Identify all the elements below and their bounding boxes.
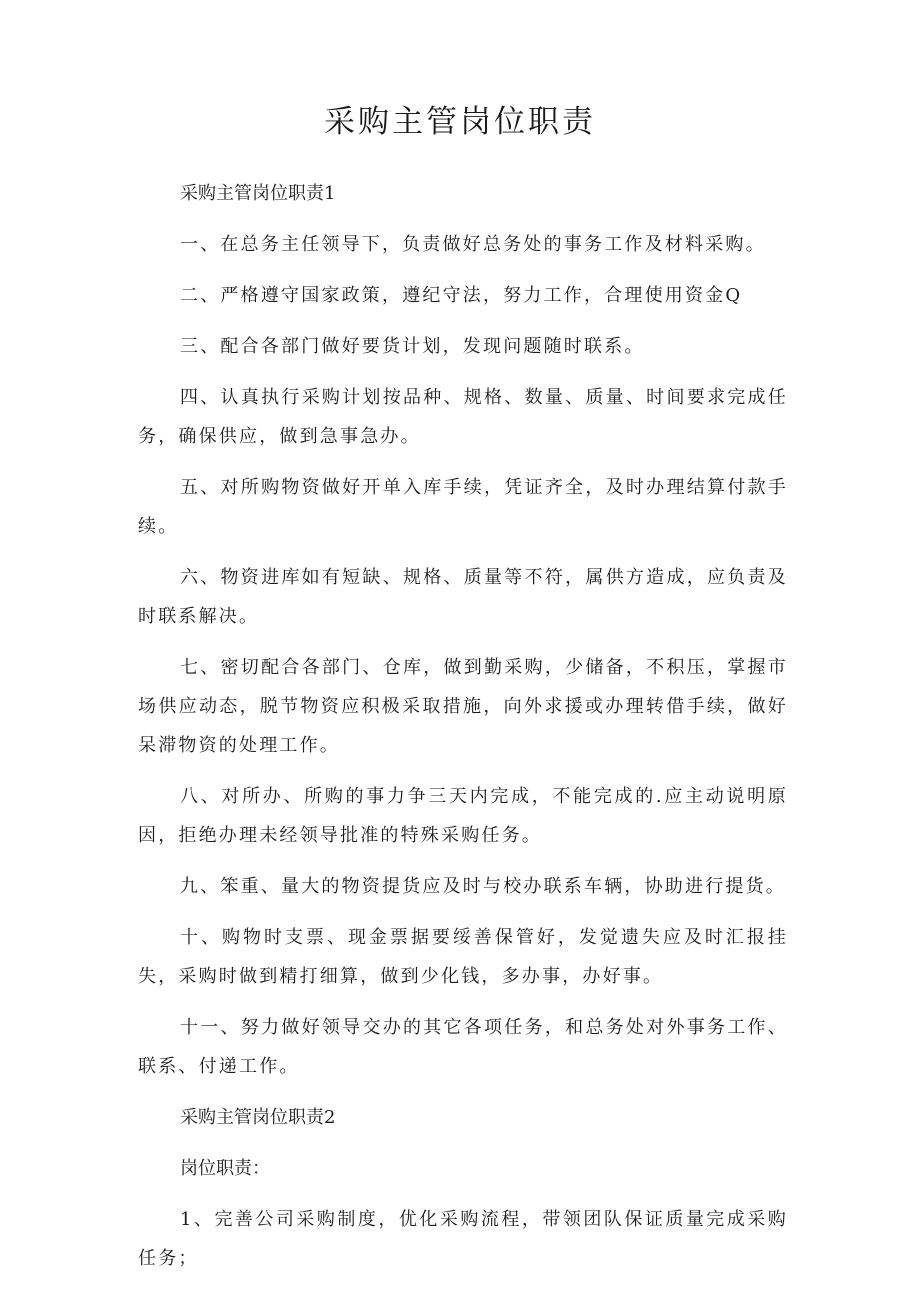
duty-item-2: 二、严格遵守国家政策，遵纪守法，努力工作，合理使用资金Q bbox=[180, 285, 743, 306]
duty-item-6: 六、物资进库如有短缺、规格、质量等不符，属供方造成，应负责及时联系解决。 bbox=[138, 567, 788, 627]
document-title: 采购主管岗位职责 bbox=[324, 104, 596, 140]
section-subheading: 岗位职责： bbox=[180, 1158, 270, 1179]
section-heading-2: 采购主管岗位职责2 bbox=[180, 1107, 336, 1128]
duty-item-10: 十、购物时支票、现金票据要绥善保管好，发觉遗失应及时汇报挂失，采购时做到精打细算，做到少化钱，多办事，办好事。 bbox=[138, 927, 788, 987]
duty-item-7: 七、密切配合各部门、仓库，做到勤采购，少储备，不积压，掌握市场供应动态，脱节物资应积极采取措施，向外求援或办理转借手续，做好呆滞物资的处理工作。 bbox=[138, 657, 788, 756]
duty-item-11: 十一、努力做好领导交办的其它各项任务，和总务处对外事务工作、联系、付递工作。 bbox=[138, 1017, 788, 1077]
document-body bbox=[138, 174, 788, 1290]
section-heading-1: 采购主管岗位职责1 bbox=[180, 183, 336, 204]
duty-item-4: 四、认真执行采购计划按品种、规格、数量、质量、时间要求完成任务，确保供应，做到急事急办。 bbox=[138, 387, 788, 447]
duty-item-s2-1: 1、完善公司采购制度，优化采购流程，带领团队保证质量完成采购任务； bbox=[138, 1209, 788, 1269]
duty-item-8: 八、对所办、所购的事力争三天内完成，不能完成的.应主动说明原因，拒绝办理未经领导批准的特殊采购任务。 bbox=[138, 786, 788, 846]
duty-item-9: 九、笨重、量大的物资提货应及时与校办联系车辆，协助进行提货。 bbox=[180, 876, 786, 897]
duty-item-3: 三、配合各部门做好要货计划，发现问题随时联系。 bbox=[180, 336, 645, 357]
duty-item-5: 五、对所购物资做好开单入库手续，凭证齐全，及时办理结算付款手续。 bbox=[138, 477, 788, 537]
duty-item-1: 一、在总务主任领导下，负责做好总务处的事务工作及材料采购。 bbox=[180, 234, 766, 255]
